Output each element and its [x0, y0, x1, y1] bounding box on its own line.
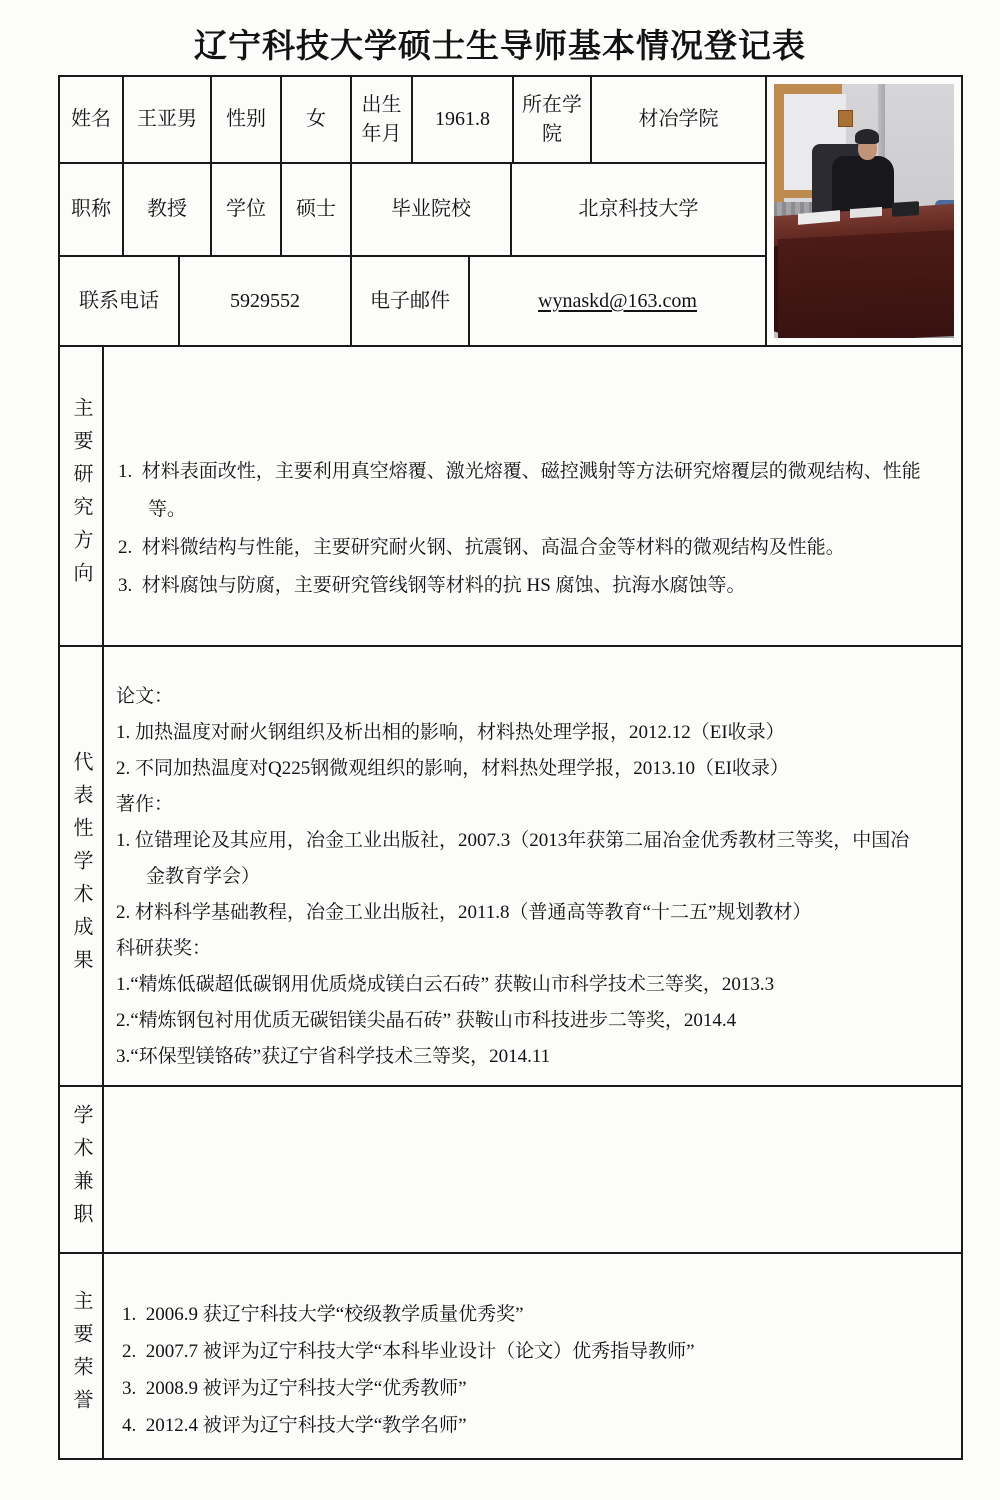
achievements-content	[104, 647, 961, 1085]
birth-label: 出生年月	[352, 77, 413, 162]
achievement-line: 3.“环保型镁铬砖”获辽宁省科学技术三等奖，2014.11	[116, 1046, 551, 1067]
honor-item: 2. 2007.7 被评为辽宁科技大学“本科毕业设计（论文）优秀指导教师”	[122, 1341, 695, 1362]
section-honors	[60, 1254, 961, 1458]
row-title-degree-school	[60, 164, 765, 257]
row-name-gender-birth	[60, 77, 765, 164]
honors-content	[104, 1254, 961, 1458]
research-content	[104, 347, 961, 645]
research-item: 2. 材料微结构与性能，主要研究耐火钢、抗震钢、高温合金等材料的微观结构及性能。	[118, 537, 845, 558]
name-value: 王亚男	[124, 77, 212, 162]
supervisor-photo	[774, 84, 954, 338]
photo-cell	[767, 77, 961, 345]
degree-value: 硕士	[282, 164, 352, 255]
email-cell	[470, 257, 765, 345]
gender-value: 女	[282, 77, 352, 162]
photo-wall-outlet	[838, 110, 853, 127]
honors-label-cell	[60, 1254, 104, 1458]
basic-info-grid	[60, 77, 767, 345]
achievement-line: 1. 位错理论及其应用，冶金工业出版社，2007.3（2013年获第二届冶金优秀教材三等奖，中国冶金教育学会）	[116, 830, 910, 887]
positions-label-cell	[60, 1087, 104, 1252]
name-label: 姓名	[60, 77, 124, 162]
research-label: 主要研究方向	[70, 397, 92, 595]
registration-table	[58, 75, 963, 1460]
prof-title-value: 教授	[124, 164, 212, 255]
email-label: 电子邮件	[352, 257, 470, 345]
achievement-line: 2. 不同加热温度对Q225钢微观组织的影响，材料热处理学报，2013.10（EI收录）	[116, 758, 789, 779]
achievement-line: 2. 材料科学基础教程，冶金工业出版社，2011.8（普通高等教育“十二五”规划教材）	[116, 902, 812, 923]
row-phone-email	[60, 257, 765, 345]
college-label: 所在学院	[514, 77, 592, 162]
research-label-cell	[60, 347, 104, 645]
school-label: 毕业院校	[352, 164, 512, 255]
achievement-line: 科研获奖：	[116, 938, 212, 959]
achievement-line: 著作：	[116, 794, 174, 815]
photo-desk-front	[778, 229, 954, 338]
page-title: 辽宁科技大学硕士生导师基本情况登记表	[194, 29, 806, 65]
honors-label: 主要荣誉	[70, 1290, 92, 1422]
positions-content	[104, 1087, 961, 1252]
honor-item: 3. 2008.9 被评为辽宁科技大学“优秀教师”	[122, 1378, 467, 1399]
phone-value: 5929552	[180, 257, 352, 345]
photo-person-hair	[855, 129, 879, 144]
achievement-line: 1.“精炼低碳超低碳钢用优质烧成镁白云石砖” 获鞍山市科学技术三等奖，2013.3	[116, 974, 775, 995]
photo-desk-phone	[892, 201, 919, 217]
achievement-line: 1. 加热温度对耐火钢组织及析出相的影响，材料热处理学报，2012.12（EI收录）	[116, 722, 785, 743]
prof-title-label: 职称	[60, 164, 124, 255]
positions-label: 学术兼职	[70, 1103, 92, 1236]
achievement-line: 2.“精炼钢包衬用优质无碳铝镁尖晶石砖” 获鞍山市科技进步二等奖，2014.4	[116, 1010, 737, 1031]
section-research	[60, 347, 961, 647]
photo-person-body	[832, 156, 894, 216]
section-positions	[60, 1087, 961, 1254]
research-item: 3. 材料腐蚀与防腐，主要研究管线钢等材料的抗 HS 腐蚀、抗海水腐蚀等。	[118, 575, 746, 596]
achievement-line: 论文：	[116, 686, 174, 707]
honor-item: 4. 2012.4 被评为辽宁科技大学“教学名师”	[122, 1415, 467, 1436]
college-value: 材冶学院	[638, 108, 719, 130]
achievements-label-cell	[60, 647, 104, 1085]
gender-label: 性别	[212, 77, 282, 162]
research-item: 1. 材料表面改性，主要利用真空熔覆、激光熔覆、磁控溅射等方法研究熔覆层的微观结构、性能等。	[118, 461, 921, 520]
honor-item: 1. 2006.9 获辽宁科技大学“校级教学质量优秀奖”	[122, 1304, 524, 1325]
achievements-label: 代表性学术成果	[70, 750, 92, 982]
school-value: 北京科技大学	[578, 198, 699, 220]
birth-value: 1961.8	[413, 77, 514, 162]
degree-label: 学位	[212, 164, 282, 255]
header-block	[60, 77, 961, 347]
phone-label: 联系电话	[60, 257, 180, 345]
section-achievements	[60, 647, 961, 1087]
email-link[interactable]: wynaskd@163.com	[538, 289, 697, 312]
